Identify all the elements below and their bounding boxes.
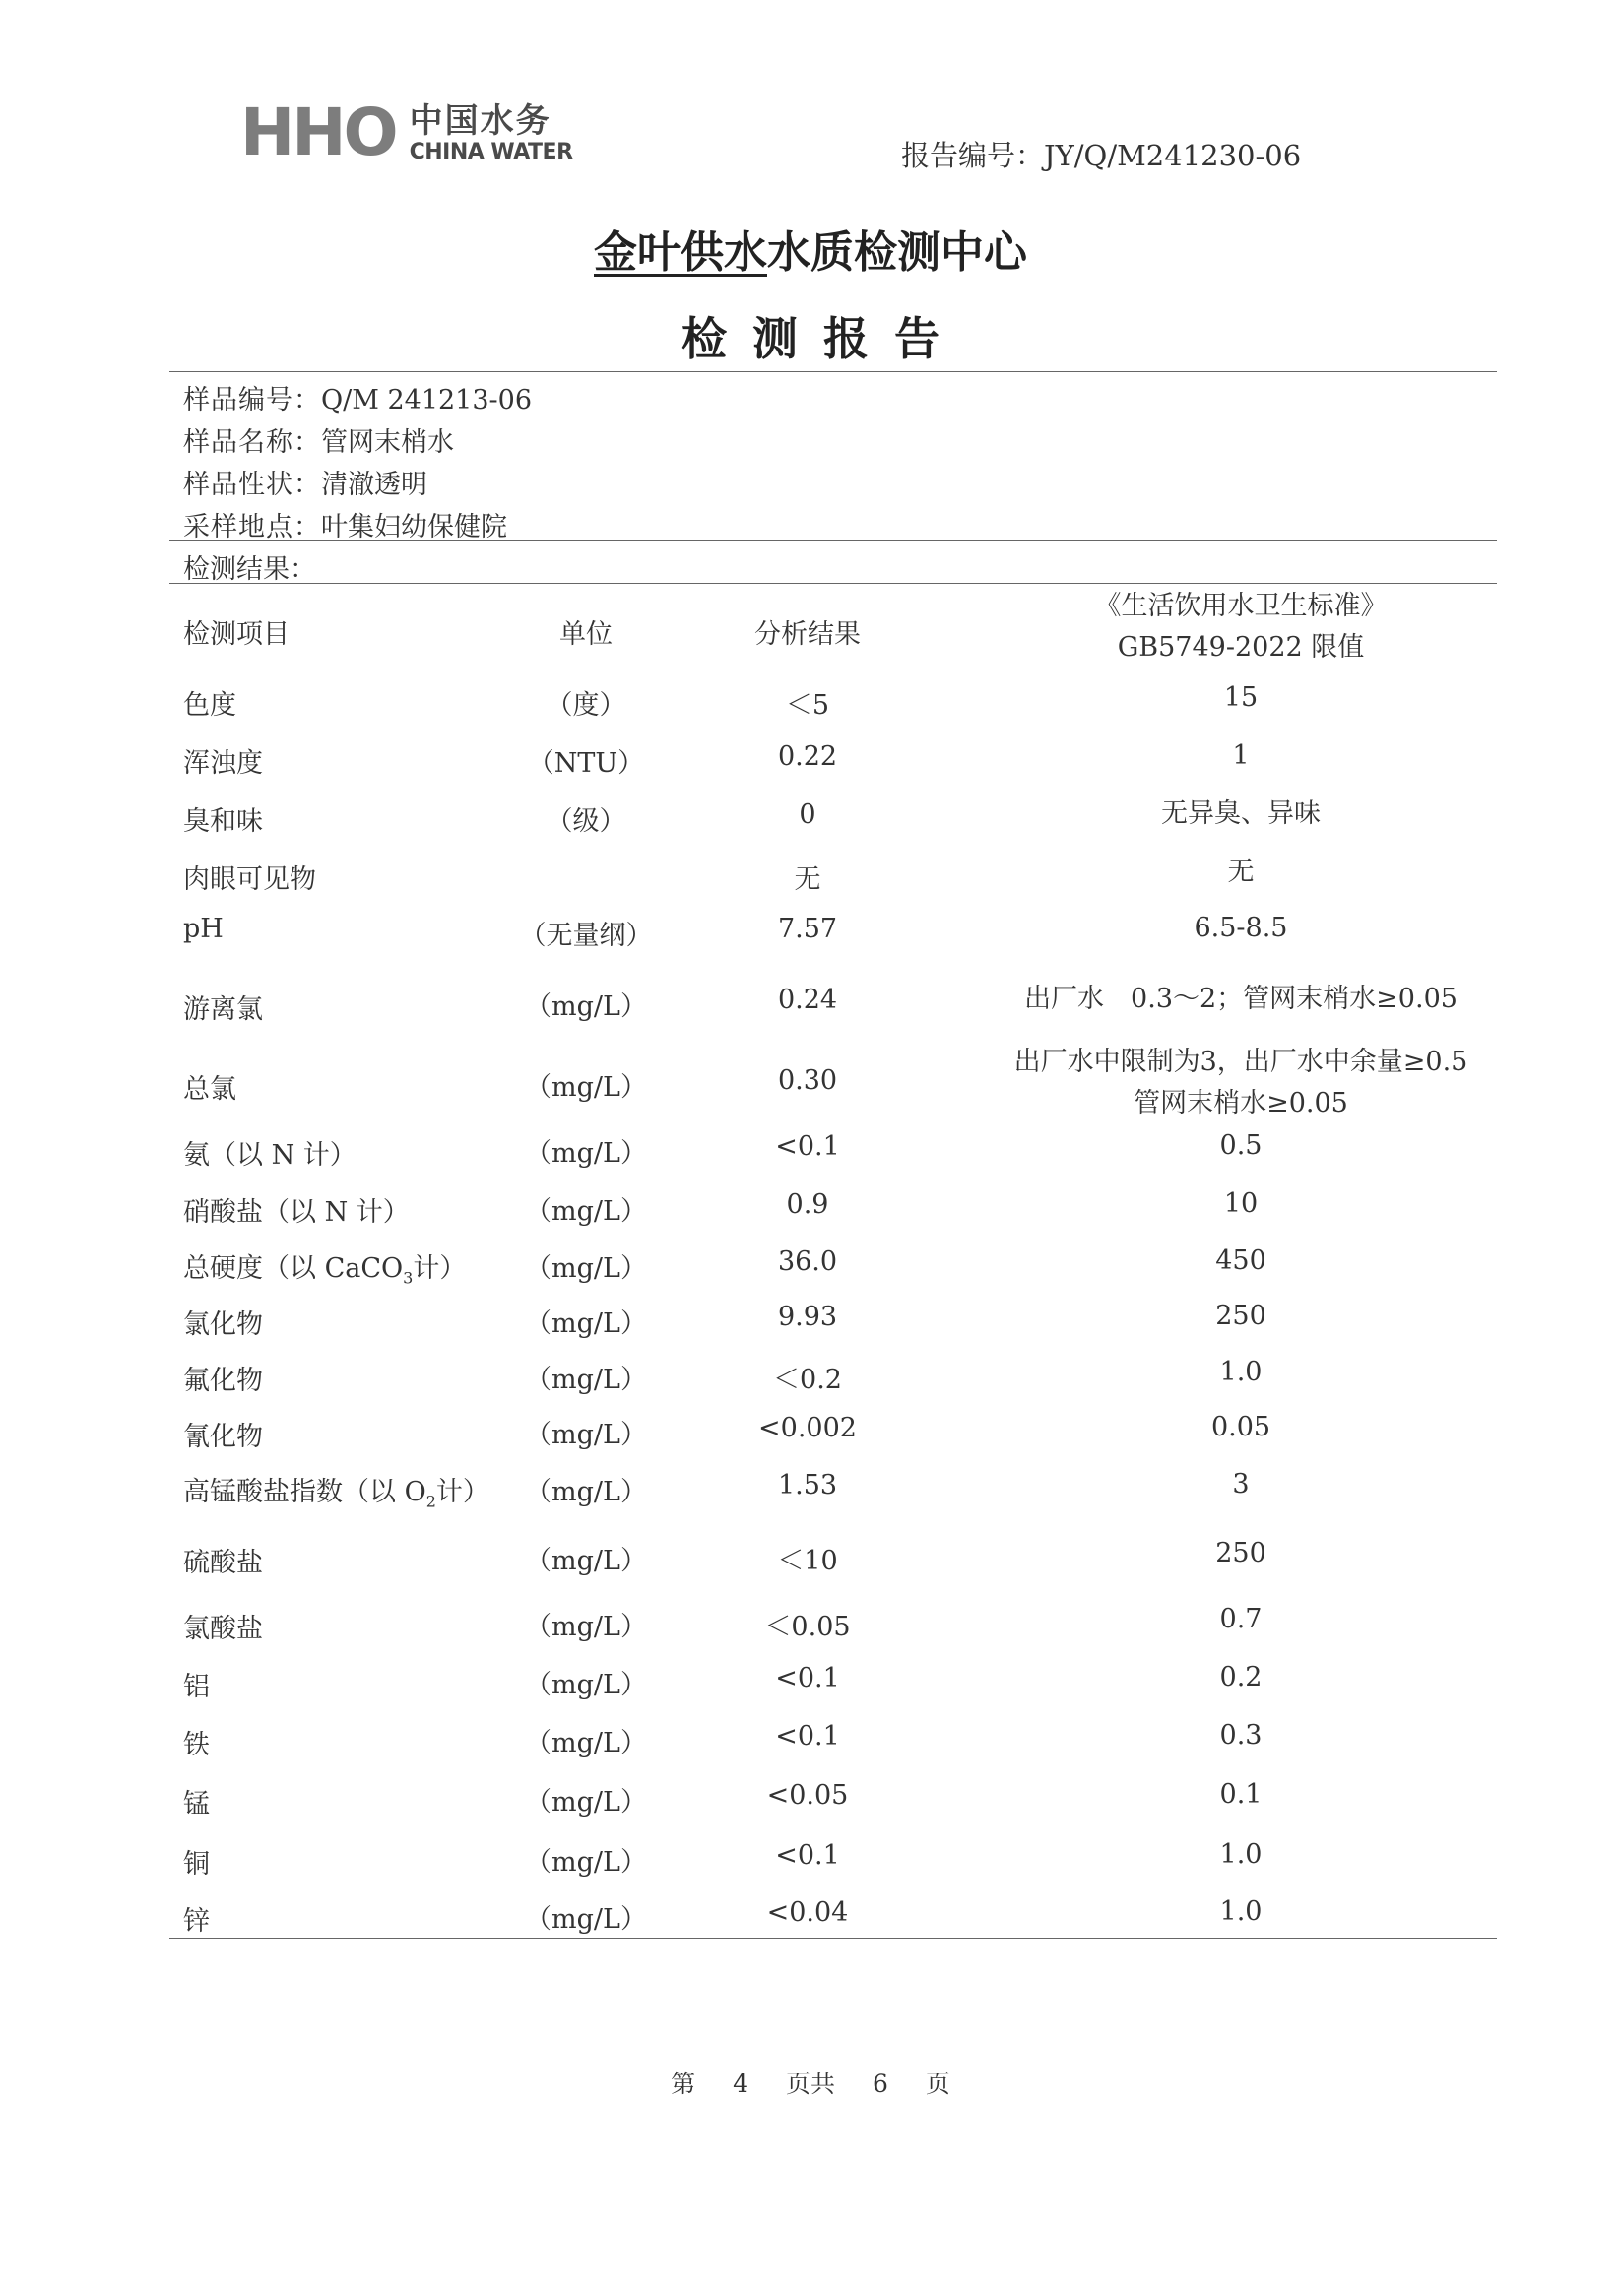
- row-result: 无: [794, 864, 821, 895]
- row-limit: 10: [1223, 1188, 1259, 1219]
- row-limit: [945, 1042, 1536, 1124]
- sample-id-label: 样品编号：: [183, 385, 321, 415]
- row-limit: 450: [1215, 1245, 1266, 1276]
- row-unit: （无量纲）: [519, 921, 653, 951]
- sample-site: [183, 505, 507, 543]
- row-unit: （mg/L）: [525, 1787, 647, 1818]
- row-limit: 250: [1215, 1301, 1266, 1331]
- row-unit: （mg/L）: [525, 1546, 647, 1576]
- logo-en: CHINA WATER: [409, 140, 573, 164]
- row-item: 硝酸盐（以 N 计）: [183, 1197, 410, 1228]
- row-item: 铜: [183, 1849, 210, 1880]
- row-unit: （级）: [546, 806, 626, 837]
- row-unit: （mg/L）: [525, 1308, 647, 1339]
- row-limit: 1: [1232, 740, 1250, 771]
- report-number-label: 报告编号：: [901, 139, 1045, 172]
- sample-name-value: 管网末梢水: [321, 427, 454, 458]
- row-unit: （mg/L）: [525, 1072, 647, 1103]
- row-result: <0.04: [766, 1897, 849, 1928]
- row-limit: 出厂水 0.3～2；管网末梢水≥0.05: [1024, 984, 1458, 1014]
- page-total: 6: [872, 2070, 888, 2098]
- header-limit-line1: 《生活饮用水卫生标准》: [1094, 591, 1388, 621]
- row-item: 氰化物: [183, 1422, 263, 1452]
- divider-results: [169, 583, 1497, 584]
- row-result: 1.53: [777, 1470, 838, 1500]
- row-limit: 15: [1223, 682, 1259, 713]
- row-result: 9.93: [777, 1302, 838, 1332]
- row-limit: 无异臭、异味: [1161, 798, 1321, 829]
- report-number-value: JY/Q/M241230-06: [1044, 139, 1302, 172]
- row-result: ＜5: [785, 690, 830, 721]
- header-unit: 单位: [559, 619, 613, 650]
- header-limit: [945, 586, 1536, 669]
- row-item-sub: 2: [425, 1492, 436, 1511]
- header-item: 检测项目: [183, 619, 290, 650]
- row-unit: （mg/L）: [525, 1728, 647, 1758]
- row-limit-line1: 出厂水中限制为3，出厂水中余量≥0.5: [1013, 1047, 1468, 1077]
- row-unit: （mg/L）: [525, 1904, 647, 1935]
- organization-name-rest: 水质检测中心: [767, 227, 1027, 278]
- page-suffix: 页: [925, 2070, 950, 2098]
- page-footer: [0, 2065, 1621, 2100]
- row-limit: 0.2: [1219, 1662, 1263, 1692]
- document-title: 检测报告: [681, 312, 965, 365]
- sample-state: [183, 463, 427, 501]
- header-result: 分析结果: [754, 619, 861, 650]
- row-item: pH: [183, 914, 224, 944]
- sample-site-value: 叶集妇幼保健院: [321, 512, 507, 542]
- row-result: 7.57: [777, 914, 838, 944]
- row-result: ＜10: [777, 1546, 838, 1576]
- logo-mark: HHO: [240, 95, 396, 170]
- row-result: 0.9: [786, 1189, 829, 1220]
- row-item: 总氯: [183, 1074, 236, 1105]
- page-prefix: 第: [671, 2070, 696, 2098]
- row-item: 氨（以 N 计）: [183, 1140, 357, 1171]
- row-item: 氟化物: [183, 1366, 263, 1396]
- row-limit: 3: [1232, 1469, 1250, 1499]
- row-result: 36.0: [777, 1246, 838, 1277]
- row-item: [183, 1470, 489, 1510]
- sample-name: [183, 420, 454, 459]
- row-limit-line2: 管网末梢水≥0.05: [1134, 1088, 1348, 1118]
- row-limit: 0.5: [1219, 1130, 1263, 1161]
- row-result: <0.002: [758, 1413, 857, 1443]
- row-result: <0.1: [775, 1840, 840, 1871]
- row-limit: 6.5-8.5: [1194, 913, 1288, 943]
- row-unit: （mg/L）: [525, 1253, 647, 1284]
- row-item-main: 高锰酸盐指数（以 O: [183, 1477, 426, 1507]
- row-item: [183, 1246, 466, 1287]
- sample-site-label: 采样地点：: [183, 512, 321, 542]
- row-limit: 0.7: [1219, 1604, 1263, 1634]
- row-item: 色度: [183, 690, 236, 721]
- row-result: 0.22: [777, 741, 838, 772]
- sample-state-value: 清澈透明: [321, 470, 427, 500]
- sample-id: [183, 378, 532, 416]
- row-result: <0.05: [766, 1780, 849, 1811]
- logo-text: [410, 101, 573, 164]
- row-item: 游离氯: [183, 994, 263, 1025]
- row-limit: 1.0: [1219, 1839, 1263, 1870]
- row-unit: （mg/L）: [525, 1847, 647, 1878]
- header-limit-line2: GB5749-2022 限值: [1117, 632, 1365, 663]
- row-result: 0.30: [777, 1065, 838, 1096]
- row-item-end: 计）: [435, 1477, 489, 1507]
- row-item: 氯酸盐: [183, 1614, 263, 1644]
- row-item: 氯化物: [183, 1309, 263, 1340]
- row-result: <0.1: [775, 1131, 840, 1162]
- row-unit: （度）: [546, 690, 626, 721]
- sample-name-label: 样品名称：: [183, 427, 321, 458]
- row-result: <0.1: [775, 1721, 840, 1752]
- row-unit: （mg/L）: [525, 1196, 647, 1227]
- organization-name-underlined: 金叶供水: [594, 227, 767, 278]
- row-item: 铁: [183, 1730, 210, 1760]
- row-limit: 0.1: [1219, 1779, 1263, 1810]
- row-item: 铝: [183, 1672, 210, 1702]
- row-unit: （mg/L）: [525, 1138, 647, 1169]
- row-limit: 1.0: [1219, 1357, 1263, 1387]
- row-unit: （mg/L）: [525, 1420, 647, 1450]
- row-item: 肉眼可见物: [183, 864, 316, 895]
- divider-top: [169, 371, 1497, 372]
- results-label: 检测结果：: [183, 554, 316, 585]
- row-limit: 0.3: [1219, 1720, 1263, 1751]
- row-result: ＜0.05: [764, 1612, 851, 1642]
- logo-cn: 中国水务: [409, 101, 551, 141]
- page-mid: 页共: [785, 2070, 835, 2098]
- divider-bottom: [169, 1938, 1497, 1939]
- organization-title: [0, 217, 1621, 280]
- row-limit: 0.05: [1210, 1412, 1271, 1442]
- row-result: 0: [799, 799, 816, 830]
- report-number: [901, 134, 1301, 174]
- row-unit: （mg/L）: [525, 1670, 647, 1700]
- row-result: <0.1: [775, 1663, 840, 1693]
- row-limit: 1.0: [1219, 1896, 1263, 1927]
- row-item: 锌: [183, 1906, 210, 1937]
- china-water-logo: [240, 94, 573, 172]
- row-limit: 250: [1215, 1538, 1266, 1568]
- row-item: 硫酸盐: [183, 1548, 263, 1578]
- sample-id-value: Q/M 241213-06: [321, 385, 533, 415]
- row-result: 0.24: [777, 985, 838, 1015]
- row-item-end: 计）: [413, 1253, 467, 1284]
- row-item-sub: 3: [403, 1268, 414, 1288]
- row-item: 锰: [183, 1789, 210, 1819]
- sample-state-label: 样品性状：: [183, 470, 321, 500]
- row-unit: （mg/L）: [525, 1612, 647, 1642]
- row-limit: 无: [1227, 857, 1255, 887]
- row-item: 浑浊度: [183, 748, 263, 779]
- row-unit: （NTU）: [527, 748, 645, 779]
- row-unit: （mg/L）: [525, 991, 647, 1022]
- row-unit: （mg/L）: [525, 1365, 647, 1395]
- page-current: 4: [733, 2070, 749, 2098]
- row-item-main: 总硬度（以 CaCO: [183, 1253, 404, 1284]
- row-unit: （mg/L）: [525, 1477, 647, 1507]
- row-result: ＜0.2: [773, 1365, 842, 1395]
- row-item: 臭和味: [183, 806, 263, 837]
